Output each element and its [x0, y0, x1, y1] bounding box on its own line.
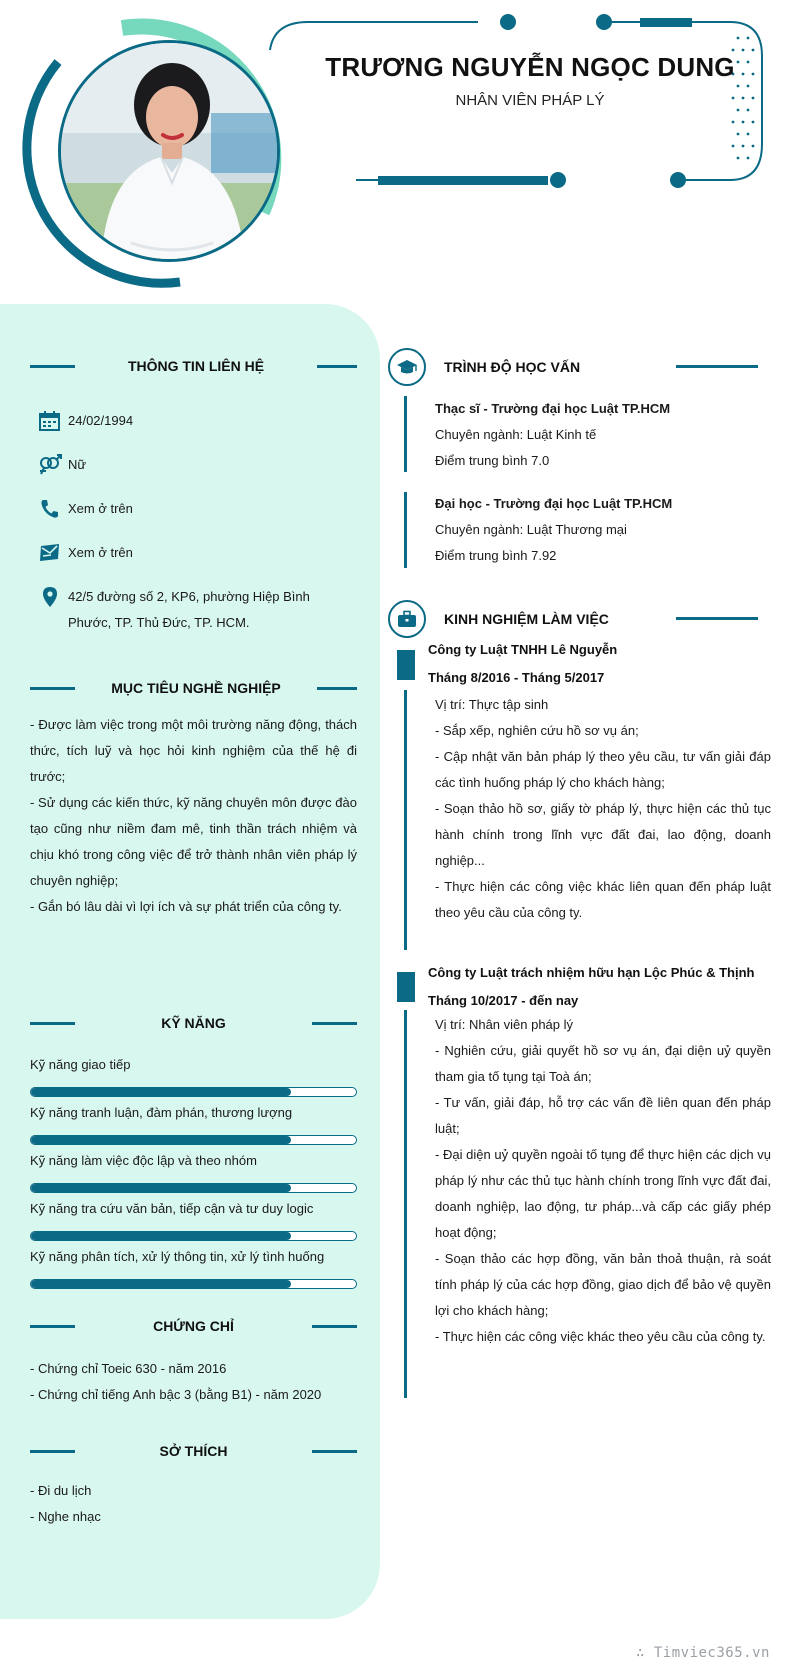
objective-paragraph: - Được làm việc trong một môi trường năng động, thách thức, tích luỹ và học hỏi kinh nghiệm của thế hệ đi trước; — [30, 717, 357, 784]
education-item — [435, 396, 670, 474]
job-line: - Thực hiện các công việc khác theo yêu cầu của công ty. — [435, 1329, 766, 1344]
experience-section-title: KINH NGHIỆM LÀM VIỆC — [444, 611, 609, 627]
skill-level-bar — [30, 1183, 357, 1193]
education-item — [435, 491, 672, 569]
location-pin-icon — [38, 586, 62, 608]
education-degree: Thạc sĩ - Trường đại học Luật TP.HCM — [435, 401, 671, 416]
skill-level-bar — [30, 1135, 357, 1145]
skill-level-fill — [31, 1136, 291, 1144]
education-degree: Đại học - Trường đại học Luật TP.HCM — [435, 496, 673, 511]
education-major: Chuyên ngành: Luật Kinh tế — [435, 427, 597, 442]
email-icon — [38, 542, 62, 564]
hobby-item: - Nghe nhạc — [30, 1509, 101, 1524]
certificates-section-heading — [30, 1318, 357, 1334]
skills-section-title: KỸ NĂNG — [161, 1015, 226, 1031]
experience-heading-line — [676, 617, 758, 620]
certificate-item: - Chứng chỉ Toeic 630 - năm 2016 — [30, 1361, 227, 1376]
phone-icon — [38, 498, 62, 520]
job-line: - Tư vấn, giải đáp, hỗ trợ các vấn đề liên quan đến pháp luật; — [435, 1095, 771, 1136]
education-timeline-bar — [404, 396, 407, 472]
job-line: - Nghiên cứu, giải quyết hồ sơ vụ án, đại diện uỷ quyền tham gia tố tụng tại Toà án; — [435, 1043, 771, 1084]
portrait-illustration — [61, 43, 280, 262]
education-icon-badge — [388, 348, 426, 386]
avatar — [58, 40, 280, 262]
hobbies-section-title: SỞ THÍCH — [159, 1443, 228, 1459]
hobby-item: - Đi du lịch — [30, 1483, 92, 1498]
experience-icon-badge — [388, 600, 426, 638]
skill-level-bar — [30, 1087, 357, 1097]
education-major: Chuyên ngành: Luật Thương mại — [435, 522, 627, 537]
experience-section-heading — [388, 600, 609, 638]
contact-gender — [38, 454, 86, 478]
phone-text: Xem ở trên — [68, 501, 133, 516]
candidate-name: TRƯƠNG NGUYỄN NGỌC DUNG — [325, 52, 735, 82]
skill-label: Kỹ năng phân tích, xử lý thông tin, xử lý tình huống — [30, 1249, 325, 1264]
education-section-title: TRÌNH ĐỘ HỌC VẤN — [444, 359, 581, 375]
contact-email — [38, 542, 133, 566]
job-company: Công ty Luật TNHH Lê Nguyễn — [428, 642, 618, 657]
site-watermark: ∴ Timviec365.vn — [636, 1645, 770, 1661]
dob-text: 24/02/1994 — [68, 413, 134, 428]
hobbies-list — [30, 1478, 357, 1530]
skills-section-heading — [30, 1015, 357, 1031]
job-timeline-bar — [404, 690, 407, 950]
objective-text — [30, 712, 357, 920]
contact-phone — [38, 498, 133, 522]
contact-section-heading — [30, 358, 357, 374]
job-period: Tháng 10/2017 - đến nay — [428, 993, 579, 1008]
skill-label: Kỹ năng làm việc độc lập và theo nhóm — [30, 1153, 257, 1168]
skill-level-bar — [30, 1231, 357, 1241]
email-text: Xem ở trên — [68, 545, 133, 560]
skill-item — [30, 1057, 357, 1097]
objective-section-title: MỤC TIÊU NGHỀ NGHIỆP — [111, 680, 281, 696]
job-line: - Sắp xếp, nghiên cứu hồ sơ vụ án; — [435, 723, 639, 738]
education-gpa: Điểm trung bình 7.92 — [435, 548, 557, 563]
job-header — [428, 636, 617, 692]
contact-dob — [38, 410, 133, 434]
education-gpa: Điểm trung bình 7.0 — [435, 453, 550, 468]
gender-text: Nữ — [68, 457, 87, 472]
skill-level-fill — [31, 1232, 291, 1240]
job-marker — [397, 650, 415, 680]
certificate-item: - Chứng chỉ tiếng Anh bậc 3 (bằng B1) - năm 2020 — [30, 1387, 322, 1402]
education-section-heading — [388, 348, 580, 386]
job-header — [428, 959, 754, 1015]
skill-item — [30, 1201, 357, 1241]
skill-label: Kỹ năng giao tiếp — [30, 1057, 131, 1072]
skill-level-fill — [31, 1280, 291, 1288]
skill-level-bar — [30, 1279, 357, 1289]
job-period: Tháng 8/2016 - Tháng 5/2017 — [428, 670, 605, 685]
skill-level-fill — [31, 1184, 291, 1192]
job-line: Vị trí: Thực tập sinh — [435, 697, 549, 712]
certificates-section-title: CHỨNG CHỈ — [153, 1318, 234, 1334]
contact-address — [38, 586, 310, 636]
gender-icon — [38, 454, 62, 476]
objective-paragraph: - Sử dụng các kiến thức, kỹ năng chuyên môn được đào tạo cũng như niềm đam mê, tinh thần trách nhiệm và chịu khó trong công việc để trở thành nhân viên pháp lý chuyên nghiệp; — [30, 795, 357, 888]
candidate-job-title: NHÂN VIÊN PHÁP LÝ — [455, 92, 605, 109]
job-line: - Soạn thảo hồ sơ, giấy tờ pháp lý, thực hiện các thủ tục hành chính trong lĩnh vực đất đai, lao động, doanh nghiệp... — [435, 801, 771, 868]
job-line: - Cập nhật văn bản pháp lý theo yêu cầu, tư vấn giải đáp các tình huống pháp lý cho khách hàng; — [435, 749, 771, 790]
address-line-2: Phước, TP. Thủ Đức, TP. HCM. — [68, 615, 250, 630]
job-line: - Đại diện uỷ quyền ngoài tố tụng để thực hiện các dịch vụ pháp lý như các thủ tục hành chính trong lĩnh vực đất đai, doanh nghiệp, lao động, tư pháp...và cấp các giấy phép hoạt động; — [435, 1147, 771, 1240]
objective-section-heading — [30, 680, 357, 696]
address-line-1: 42/5 đường số 2, KP6, phường Hiệp Bình — [68, 589, 310, 604]
education-timeline-bar — [404, 492, 407, 568]
job-company: Công ty Luật trách nhiệm hữu hạn Lộc Phúc & Thịnh — [428, 965, 755, 980]
skill-item — [30, 1153, 357, 1193]
job-line: - Soạn thảo các hợp đồng, văn bản thoả thuận, rà soát tính pháp lý của các hợp đồng, giao dịch để bảo vệ quyền lợi cho khách hàng; — [435, 1251, 771, 1318]
skill-item — [30, 1249, 357, 1289]
job-line: - Thực hiện các công việc khác liên quan đến pháp luật theo yêu cầu của công ty. — [435, 879, 771, 920]
graduation-cap-icon — [396, 358, 418, 376]
skill-label: Kỹ năng tra cứu văn bản, tiếp cận và tư duy logic — [30, 1201, 314, 1216]
skill-level-fill — [31, 1088, 291, 1096]
skill-item — [30, 1105, 357, 1145]
contact-section-title: THÔNG TIN LIÊN HỆ — [127, 358, 265, 374]
job-line: Vị trí: Nhân viên pháp lý — [435, 1017, 574, 1032]
certificates-list — [30, 1356, 357, 1408]
address-text — [68, 584, 310, 636]
job-timeline-bar — [404, 1010, 407, 1398]
briefcase-icon — [397, 610, 417, 628]
objective-paragraph: - Gắn bó lâu dài vì lợi ích và sự phát triển của công ty. — [30, 899, 342, 914]
education-heading-line — [676, 365, 758, 368]
job-marker — [397, 972, 415, 1002]
calendar-icon — [38, 410, 62, 432]
job-description — [435, 1012, 771, 1350]
job-description — [435, 692, 771, 926]
hobbies-section-heading — [30, 1443, 357, 1459]
skill-label: Kỹ năng tranh luận, đàm phán, thương lượng — [30, 1105, 293, 1120]
